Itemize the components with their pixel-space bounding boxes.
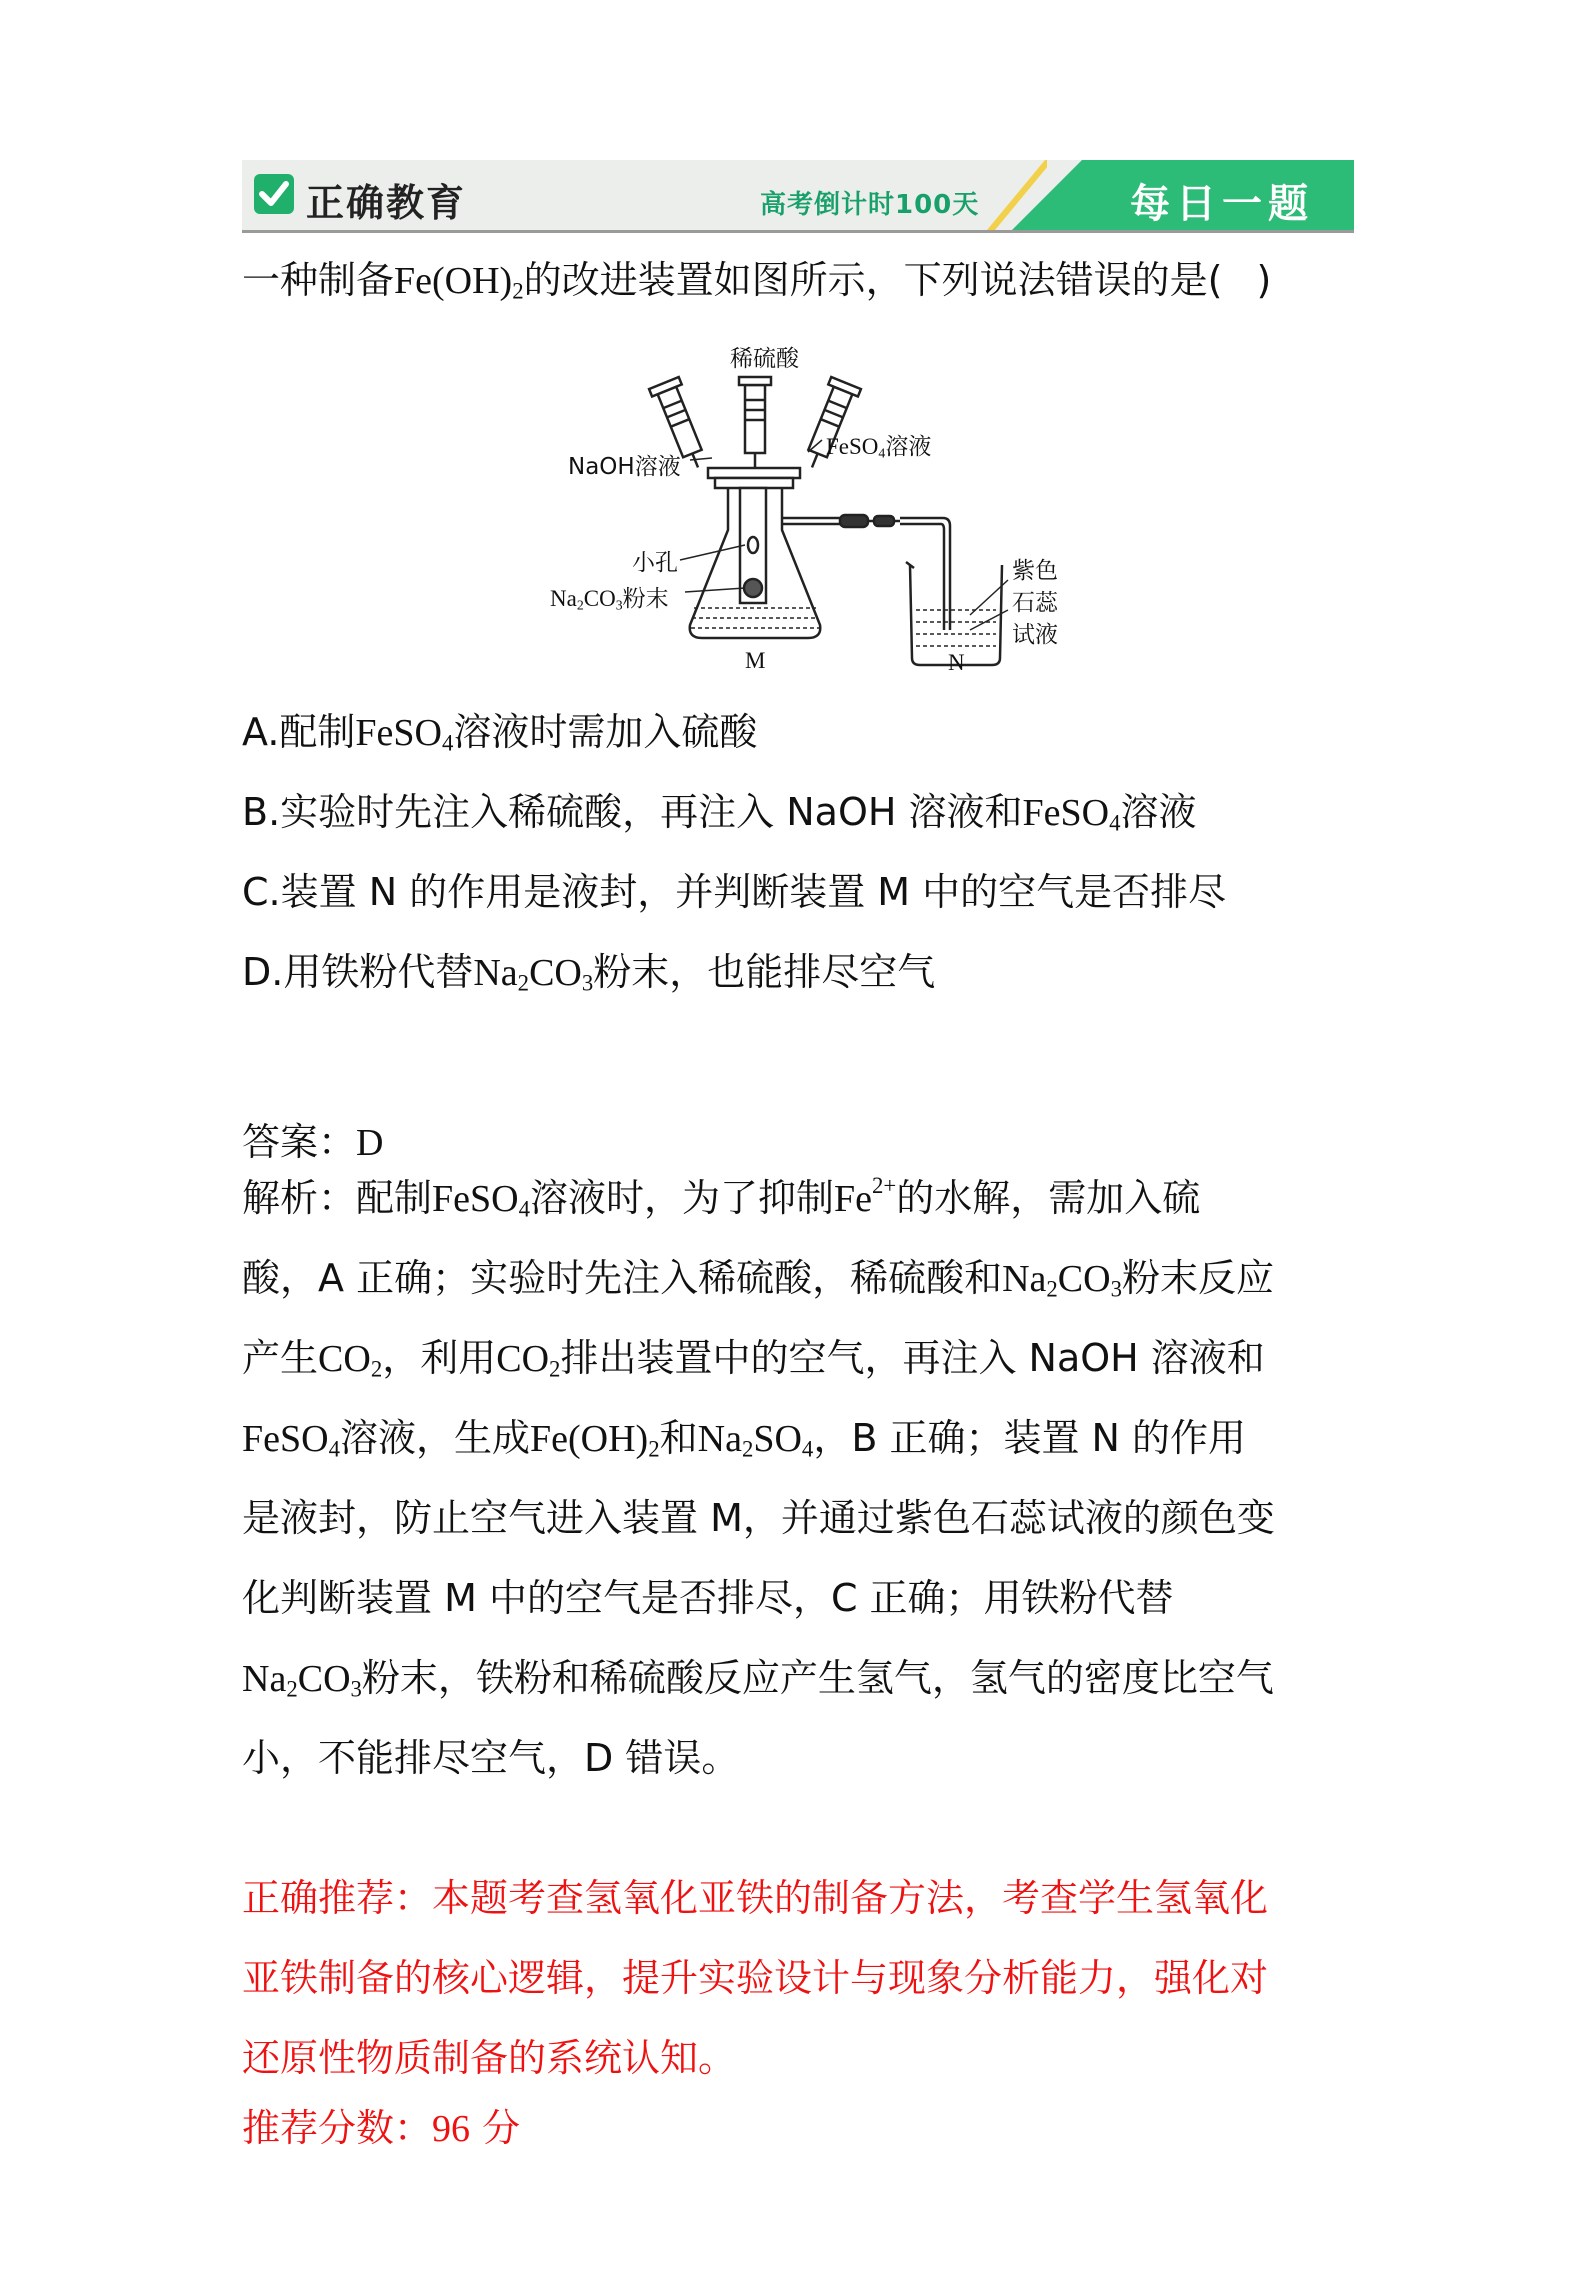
analysis-line-7: [242, 1656, 1274, 1703]
answer-value: D: [356, 1122, 384, 1164]
label-na2co3-powder: [550, 580, 669, 613]
analysis-text: 小，不能排尽空气，D 错误。: [242, 1736, 740, 1780]
option-d-s1: 2: [517, 970, 530, 996]
option-a-formula: FeSO: [355, 712, 442, 754]
answer-line: [242, 1120, 383, 1167]
option-b-suffix: 溶液: [1120, 790, 1197, 834]
option-a-prefix: A.配制: [242, 710, 356, 754]
answer-label: 答案：: [242, 1120, 357, 1164]
formula: CO: [318, 1338, 371, 1380]
check-logo-icon: [254, 174, 294, 214]
analysis-text: 和: [659, 1416, 698, 1460]
recommend-line-3: 还原性物质制备的系统认知。: [242, 2036, 737, 2080]
question-stem: [242, 258, 1271, 305]
option-d-f2: CO: [529, 952, 582, 994]
feso4-sub: 4: [878, 445, 886, 461]
label-feso4-solution: [826, 428, 931, 461]
analysis-text: 的水解，需加入硫: [896, 1176, 1201, 1220]
na-sub: 2: [576, 597, 584, 613]
formula: Na: [1002, 1258, 1047, 1300]
stem-text-after: 的改进装置如图所示，下列说法错误的是(: [523, 258, 1223, 302]
naoh-label-text: NaOH溶液: [568, 454, 681, 480]
formula-sub: 2: [648, 1436, 660, 1462]
option-d: [242, 950, 935, 997]
analysis-line-6: [242, 1576, 1174, 1622]
formula: FeSO: [242, 1418, 329, 1460]
stem-close: ): [1256, 258, 1272, 302]
option-b-sub: 4: [1109, 810, 1121, 836]
na-text: Na: [550, 586, 577, 611]
formula-sub: 3: [350, 1676, 362, 1702]
formula: CO: [496, 1338, 550, 1380]
co-sub: 3: [615, 597, 623, 613]
analysis-text: 粉末反应: [1122, 1256, 1275, 1300]
analysis-line-1: [242, 1172, 1201, 1223]
analysis-text: 溶液时，为了抑制: [530, 1176, 835, 1220]
formula-sub: 2: [286, 1676, 298, 1702]
label-small-hole: 小孔: [632, 550, 678, 576]
formula: Na: [697, 1418, 742, 1460]
analysis-line-4: [242, 1416, 1246, 1463]
analysis-line-8: [242, 1736, 739, 1782]
formula-sub: 3: [1110, 1276, 1122, 1302]
score-value: 96: [432, 2108, 471, 2150]
analysis-text: 溶液，生成: [339, 1416, 530, 1460]
formula: Fe: [834, 1178, 873, 1220]
option-a-suffix: 溶液时需加入硫酸: [453, 710, 758, 754]
formula-sup: 2+: [872, 1172, 897, 1198]
label-litmus-1: 紫色: [1012, 558, 1058, 584]
label-m: M: [745, 648, 766, 673]
countdown-text: 高考倒计时100天: [760, 190, 980, 220]
analysis-text: 产生: [242, 1336, 319, 1380]
feso4-suffix: 溶液: [885, 434, 932, 460]
option-d-f1: Na: [473, 952, 518, 994]
option-a: [242, 710, 757, 757]
brand-name: 正确教育: [306, 181, 467, 225]
stem-formula-sub: 2: [512, 278, 524, 304]
option-d-suffix: 粉末，也能排尽空气: [593, 950, 936, 994]
option-b-formula: FeSO: [1022, 792, 1110, 834]
formula: FeSO: [432, 1178, 519, 1220]
score-label: 推荐分数：: [242, 2106, 433, 2150]
option-a-sub: 4: [442, 730, 454, 756]
analysis-text: ，利用: [382, 1336, 497, 1380]
analysis-text: 是液封，防止空气进入装置 M，并通过紫色石蕊试液的颜色变: [242, 1496, 1275, 1540]
option-d-s2: 3: [581, 970, 594, 996]
feso4-formula: FeSO: [826, 434, 879, 459]
score-unit: 分: [470, 2106, 521, 2150]
analysis-text: 排出装置中的空气，再注入 NaOH 溶液和: [560, 1336, 1265, 1380]
formula-sub: 2: [370, 1356, 383, 1382]
formula: CO: [297, 1658, 351, 1700]
formula-sub: 4: [518, 1196, 530, 1222]
option-b: [242, 790, 1197, 837]
analysis-line-3: [242, 1336, 1265, 1383]
analysis-text: 解析：配制: [242, 1176, 433, 1220]
formula: CO: [1057, 1258, 1111, 1300]
analysis-line-2: [242, 1256, 1274, 1303]
analysis-line-5: [242, 1496, 1275, 1542]
apparatus-drawing: [540, 340, 1070, 685]
formula: Na: [242, 1658, 287, 1700]
syringe-middle: [739, 377, 771, 468]
label-naoh-solution: [568, 448, 681, 481]
label-litmus-2: 石蕊: [1012, 590, 1058, 616]
formula: Fe(OH): [530, 1418, 649, 1460]
formula-sub: 4: [328, 1436, 340, 1462]
formula-sub: 2: [1046, 1276, 1058, 1302]
apparatus-diagram: [540, 340, 1070, 685]
formula-sub: 2: [549, 1356, 561, 1382]
option-d-prefix: D.用铁粉代替: [242, 950, 474, 994]
co-text: CO: [583, 586, 616, 611]
option-b-prefix: B.实验时先注入稀硫酸，再注入 NaOH 溶液和: [242, 790, 1023, 834]
analysis-text: 粉末，铁粉和稀硫酸反应产生氢气，氢气的密度比空气: [361, 1656, 1274, 1700]
label-dilute-acid: 稀硫酸: [730, 346, 799, 372]
recommend-line-2: 亚铁制备的核心逻辑，提升实验设计与现象分析能力，强化对: [242, 1956, 1269, 2000]
stem-formula: Fe(OH): [394, 260, 513, 302]
formula: SO: [753, 1418, 802, 1460]
powder-text: 粉末: [622, 586, 669, 612]
analysis-text: 酸，A 正确；实验时先注入稀硫酸，稀硫酸和: [242, 1256, 1003, 1300]
formula-sub: 2: [741, 1436, 754, 1462]
formula-sub: 4: [801, 1436, 814, 1462]
recommend-score: [242, 2106, 520, 2153]
label-n: N: [948, 650, 965, 675]
analysis-text: 化判断装置 M 中的空气是否排尽，C 正确；用铁粉代替: [242, 1576, 1174, 1620]
stem-text: 一种制备: [242, 258, 395, 302]
label-litmus-3: 试液: [1012, 622, 1058, 648]
daily-question-label: 每日一题: [1130, 181, 1314, 227]
option-c-text: C.装置 N 的作用是液封，并判断装置 M 中的空气是否排尽: [242, 870, 1227, 914]
header-banner: [242, 160, 1354, 233]
recommend-line-1: 正确推荐：本题考查氢氧化亚铁的制备方法，考查学生氢氧化: [242, 1876, 1269, 1920]
analysis-text: ，B 正确；装置 N 的作用: [813, 1416, 1247, 1460]
option-c: [242, 870, 1226, 916]
